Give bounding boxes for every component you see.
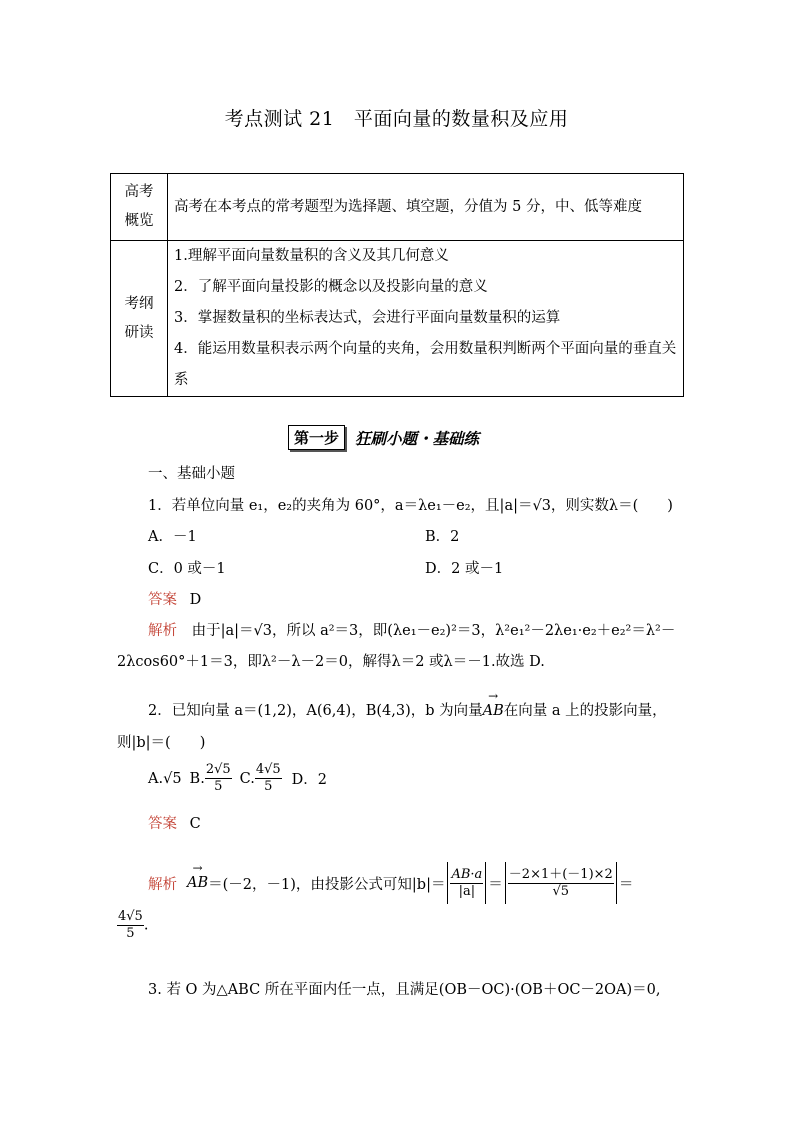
abs-bar-left xyxy=(505,862,506,904)
q2-option-c-fraction xyxy=(255,762,282,795)
q2-stem-part: 2．已知向量 a＝(1,2)，A(6,4)，B(4,3)，b 为向量 xyxy=(148,703,483,719)
analysis-text: 由于|a|＝√3，所以 a²＝3，即(λe₁－e₂)²＝3，λ²e₁²－2λe₁·e₂＋e₂²＝λ²－ xyxy=(191,623,676,639)
section-heading: 一、基础小题 xyxy=(148,466,235,482)
fraction-denominator: |a| xyxy=(458,883,476,899)
q2-option-b-fraction xyxy=(205,762,232,795)
fraction-numerator: 2√5 xyxy=(205,762,231,777)
answer-value: C xyxy=(189,816,201,832)
overview-head-1: 高考 概览 xyxy=(111,174,168,241)
q2-option-c-label: C. xyxy=(239,770,255,787)
syllabus-item: 3．掌握数量积的坐标表达式，会进行平面向量数量积的运算 xyxy=(174,310,561,326)
page-title: 考点测试 21 平面向量的数量积及应用 xyxy=(224,108,569,130)
overview-list xyxy=(168,241,684,397)
q1-option-d: D．2 或－1 xyxy=(425,561,504,577)
answer-label: 答案 xyxy=(148,816,177,832)
fraction-numerator: 4√5 xyxy=(118,909,143,924)
vector-ab: → AB xyxy=(187,875,208,891)
overview-head-2: 考纲 研读 xyxy=(111,241,168,397)
q2-stem-part: 在向量 a 上的投影向量， xyxy=(503,703,667,719)
q2-stem-line1 xyxy=(148,699,667,720)
q2-option-a: A.√5 xyxy=(148,770,182,787)
fraction-numerator: AB·a xyxy=(451,866,483,882)
overview-text-1: 高考在本考点的常考题型为选择题、填空题，分值为 5 分，中、低等难度 xyxy=(168,174,684,241)
analysis-label: 解析 xyxy=(148,623,177,639)
step-banner xyxy=(288,425,479,450)
q1-option-a: A．－1 xyxy=(148,529,197,545)
q1-answer xyxy=(148,588,201,609)
q2-stem-line2: 则|b|＝( ) xyxy=(117,735,206,751)
equals-sign: ＝ xyxy=(618,876,634,893)
fraction-denominator: 5 xyxy=(264,779,273,794)
syllabus-item: 1.理解平面向量数量积的含义及其几何意义 xyxy=(174,248,449,264)
equals-sign: ＝ xyxy=(488,876,503,893)
q2-result: $\frac{4√5}{5}$ . xyxy=(118,909,149,941)
analysis-label: 解析 xyxy=(148,876,177,893)
abs-bar-right xyxy=(485,862,486,904)
q2-options xyxy=(148,762,327,795)
q2-analysis xyxy=(148,853,633,913)
step-badge: 第一步 xyxy=(288,425,345,450)
vector-ab: → AB xyxy=(483,703,504,719)
numeric-fraction xyxy=(508,867,614,900)
syllabus-item: 4．能运用数量积表示两个向量的夹角，会用数量积判断两个平面向量的垂直关系 xyxy=(174,341,677,388)
overview-table xyxy=(110,173,684,397)
q2-answer xyxy=(148,812,201,833)
q1-analysis-line2: 2λcos60°＋1＝3，即λ²－λ－2＝0，解得λ＝2 或λ＝－1.故选 D. xyxy=(117,654,545,670)
q1-option-c: C．0 或－1 xyxy=(148,561,226,577)
abs-bar-left xyxy=(447,862,448,904)
fraction-denominator: √5 xyxy=(552,883,570,899)
answer-label: 答案 xyxy=(148,592,177,608)
abs-bar-right xyxy=(616,862,617,904)
q1-option-b: B．2 xyxy=(425,529,460,545)
fraction-numerator: －2×1＋(－1)×2 xyxy=(508,866,613,882)
fraction-numerator: 4√5 xyxy=(255,762,281,777)
step-title: 狂刷小题・基础练 xyxy=(355,429,480,448)
result-fraction xyxy=(117,909,144,942)
q2-option-d: D．2 xyxy=(291,772,328,788)
q1-analysis-line1 xyxy=(148,619,675,640)
q1-stem: 1．若单位向量 e₁，e₂的夹角为 60°，a＝λe₁－e₂，且|a|＝√3，则实数λ＝( ) xyxy=(148,498,673,514)
q3-stem: 3. 若 O 为△ABC 所在平面内任一点，且满足(OB－OC)·(OB＋OC－2OA)＝0, xyxy=(148,982,661,998)
fraction-denominator: 5 xyxy=(126,926,135,941)
q2-option-b-label: B. xyxy=(189,770,205,787)
answer-value: D xyxy=(189,592,202,608)
syllabus-item: 2．了解平面向量投影的概念以及投影向量的意义 xyxy=(174,279,488,295)
fraction-denominator: 5 xyxy=(214,779,223,794)
analysis-text: ＝(－2，－1)，由投影公式可知|b|＝ xyxy=(208,876,446,893)
projection-fraction xyxy=(450,867,483,900)
